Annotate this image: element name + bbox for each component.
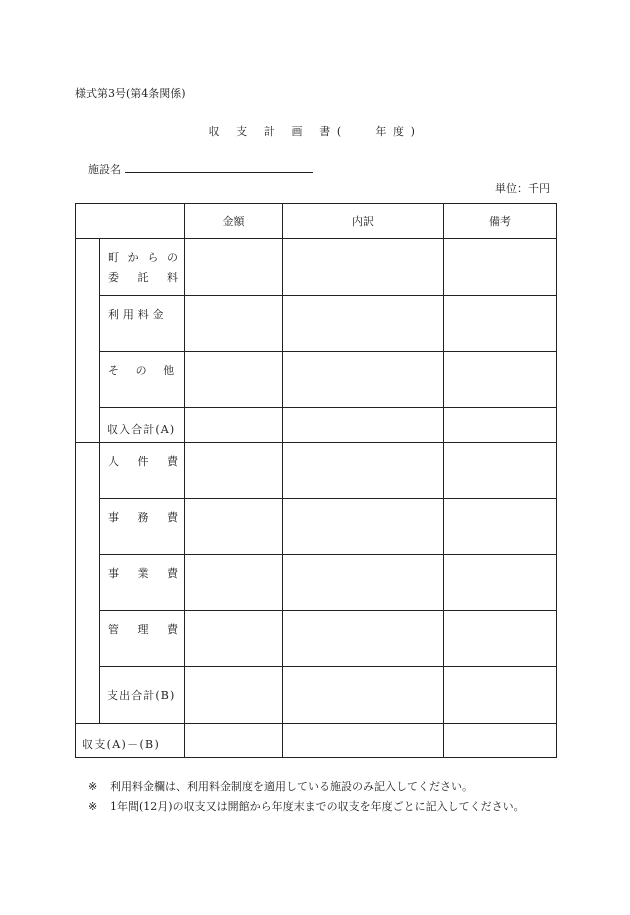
amount-cell[interactable] bbox=[185, 499, 283, 555]
row-label: 利用料金 bbox=[100, 296, 185, 352]
row-label bbox=[100, 499, 185, 555]
remarks-cell[interactable] bbox=[444, 499, 557, 555]
amount-cell[interactable] bbox=[185, 667, 283, 724]
header-breakdown: 内訳 bbox=[283, 204, 444, 239]
table-row bbox=[76, 408, 557, 443]
document-title: 収 支 計 画 書( 年度) bbox=[208, 125, 422, 138]
difference-label: 収支(A)－(B) bbox=[76, 724, 185, 758]
breakdown-cell[interactable] bbox=[283, 352, 444, 408]
remarks-cell[interactable] bbox=[444, 239, 557, 296]
row-label bbox=[100, 555, 185, 611]
table-row bbox=[76, 239, 557, 296]
table-row bbox=[76, 499, 557, 555]
other-label: そ の 他 bbox=[108, 364, 178, 377]
budget-table bbox=[75, 203, 557, 758]
facility-name-label: 施設名 bbox=[88, 163, 121, 176]
table-row bbox=[76, 667, 557, 724]
note-item: ※ 1年間(12月)の収支又は開館から年度末までの収支を年度ごとに記入してください。 bbox=[88, 800, 525, 813]
breakdown-cell[interactable] bbox=[283, 296, 444, 352]
table-row bbox=[76, 724, 557, 758]
row-label bbox=[100, 239, 185, 296]
amount-cell[interactable] bbox=[185, 443, 283, 499]
row-label bbox=[100, 352, 185, 408]
amount-cell[interactable] bbox=[185, 724, 283, 758]
remarks-cell[interactable] bbox=[444, 408, 557, 443]
breakdown-cell[interactable] bbox=[283, 555, 444, 611]
amount-cell[interactable] bbox=[185, 408, 283, 443]
table-header-row bbox=[76, 204, 557, 239]
facility-name-field[interactable] bbox=[125, 172, 313, 173]
row-label: 支出合計(B) bbox=[100, 667, 185, 724]
amount-cell[interactable] bbox=[185, 352, 283, 408]
row-label: 収入合計(A) bbox=[100, 408, 185, 443]
table-row bbox=[76, 443, 557, 499]
amount-cell[interactable] bbox=[185, 555, 283, 611]
amount-cell[interactable] bbox=[185, 611, 283, 667]
row-label bbox=[100, 443, 185, 499]
breakdown-cell[interactable] bbox=[283, 443, 444, 499]
table-row bbox=[76, 555, 557, 611]
table-row bbox=[76, 352, 557, 408]
table-row bbox=[76, 296, 557, 352]
expense-label: 事 業 費 bbox=[108, 567, 178, 580]
breakdown-cell[interactable] bbox=[283, 724, 444, 758]
expense-label: 事 務 費 bbox=[108, 511, 178, 524]
breakdown-cell[interactable] bbox=[283, 611, 444, 667]
remarks-cell[interactable] bbox=[444, 296, 557, 352]
note-item: ※ 利用料金欄は、利用料金制度を適用している施設のみ記入してください。 bbox=[88, 780, 473, 793]
unit-label: 単位：千円 bbox=[495, 182, 550, 195]
breakdown-cell[interactable] bbox=[283, 499, 444, 555]
notes bbox=[88, 777, 558, 817]
amount-cell[interactable] bbox=[185, 239, 283, 296]
consignment-fee-line2: 委 託 料 bbox=[108, 271, 178, 284]
amount-cell[interactable] bbox=[185, 296, 283, 352]
breakdown-cell[interactable] bbox=[283, 408, 444, 443]
expense-label: 管 理 費 bbox=[108, 623, 178, 636]
header-item bbox=[76, 204, 185, 239]
breakdown-cell[interactable] bbox=[283, 239, 444, 296]
header-amount: 金額 bbox=[185, 204, 283, 239]
remarks-cell[interactable] bbox=[444, 724, 557, 758]
remarks-cell[interactable] bbox=[444, 667, 557, 724]
expense-section bbox=[76, 443, 100, 724]
form-number: 様式第3号(第4条関係) bbox=[75, 87, 186, 100]
income-section bbox=[76, 239, 100, 443]
breakdown-cell[interactable] bbox=[283, 667, 444, 724]
row-label bbox=[100, 611, 185, 667]
header-remarks: 備考 bbox=[444, 204, 557, 239]
consignment-fee-line1: 町 か ら の bbox=[108, 251, 178, 264]
remarks-cell[interactable] bbox=[444, 611, 557, 667]
remarks-cell[interactable] bbox=[444, 352, 557, 408]
expense-label: 人 件 費 bbox=[108, 455, 178, 468]
remarks-cell[interactable] bbox=[444, 443, 557, 499]
table-row bbox=[76, 611, 557, 667]
remarks-cell[interactable] bbox=[444, 555, 557, 611]
